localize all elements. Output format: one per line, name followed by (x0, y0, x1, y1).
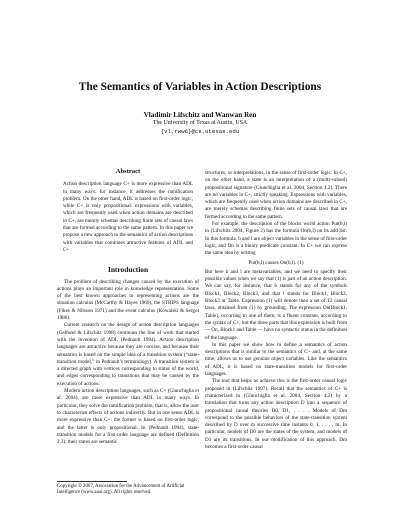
body-paragraph: Current research on the design of action description languages (Gelfond & Lifschitz 1998) continues the line of work that started with the invention of ADL (Pednault 1994). Action description languages are attractive because they are concise, and because their semantics is based on the simple idea of a transition system (“state-transition model,” in Pednault’s terminology). A transition system is a directed graph with vertices corresponding to states of the world, and edges corresponding to transitions that may be caused by the execution of actions. (57, 322, 199, 387)
formula: Put(b,l) causes On(b,l). (1) (248, 259, 304, 266)
affiliation: The University of Texas at Austin, USA (152, 120, 248, 126)
body-paragraph: Modern action description languages, such as C+ (Giunchiglia et al. 2004), are more expressive than ADL in many ways. In particular, they solve the ramification problem, that is, allow the user to characterize effects of actions indirectly. But in one sense ADL is more expressive than C+: the former is based on first-order logic, and the latter is only propositional. In (Pednault 1994), state-transition models for a first-order language are defined (Definition 2.3); their states are semantic (57, 388, 199, 446)
body-paragraph: In this paper we show how to define a semantics of action descriptions that is similar to the semantics of C+ and, at the same time, allows us to use genuine object variables. Like the semantics of ADL, it is based on state-transition models for first-order languages. (205, 341, 347, 378)
body-paragraph: For example, the description of the blocks world action Put(b,l) in (Lifschitz 2004, Figure 2) has the formula On(b,l) on its add list. In this formula, b and l are object variables in the sense of first-order logic, and On is a binary predicate constant. In C+ we can express the same idea by writing (205, 221, 347, 257)
body-paragraph: But here b and l are metavariables, and we need to specify their possible values when we say that (1) is part of an action description. We can say, for instance, that b stands for any of the symbols Block1, Block2, Block3, and that l stands for Block1, Block2, Block3 or Table. Expression (1) will denote then a set of 12 causal laws, obtained from (1) by grounding. The expression On(Block1, Table), occurring in one of them, is a fluent constant, according to the syntax of C+, but the three parts that this expression is built from — On, Block1 and Table — have no syntactic status in the definition of the language. (205, 268, 347, 341)
abstract-heading: Abstract (115, 168, 141, 175)
body-paragraph: The tool that helps us achieve this is the first-order causal logic proposed in (Lifschitz 1997). Recall that the semantics of C+ is characterized in (Giunchiglia et al. 2004, Section 4.2) by a translation that turns any action description D into a sequence of propositional causal theories D0, D1, . . . . Models of Dm correspond to the possible behaviors of the state-transition system described by D over m successive time instants 0, 1, . . . , m. In particular, models of D0 are the states of the system, and models of D1 are its transitions. In our modification of this approach, Dm becomes a first-order causal (205, 378, 347, 450)
introduction-heading: Introduction (107, 265, 149, 275)
copyright-text: Copyright © 2007, Association for the Advancement of Artificial Intelligence (www.aaai.org). All rights reserved. (57, 484, 185, 496)
footnote-rule (57, 481, 127, 482)
abstract-text: Action description language C+ is more expressive than ADL in many ways; for instance, it addresses the ramification problem. On the other hand, ADL is based on first-order logic, while C+ is only propositional: expressions with variables, which are frequently used when action domains are described in C+, are merely schemas describing finite sets of causal laws that are formed according to the same pattern. In this paper we propose a new approach to the semantics of action descriptions with variables that combines attractive features of ADL and C+. (63, 181, 193, 253)
authors: Vladimir Lifschitz and Wanwan Ren (143, 111, 257, 119)
email: {vl,rww6}@cs.utexas.edu (160, 128, 240, 135)
copyright-footnote (57, 481, 199, 497)
paper-title: The Semantics of Variables in Action Descriptions (78, 81, 322, 93)
body-paragraph: The problem of describing changes caused by the execution of actions plays an important role in knowledge representation. Some of the best known approaches to representing actions are the situation calculus (McCarthy & Hayes 1969), the STRIPS language (Fikes & Nilsson 1971) and the event calculus (Kowalski & Sergot 1986). (57, 278, 199, 322)
right-column (205, 170, 347, 451)
left-column (57, 168, 199, 446)
body-paragraph: structures, or interpretations, in the sense of first-order logic. In C+, on the other hand, a state is an interpretation of a (multi-valued) propositional signature (Giunchiglia et al. 2004, Section 4.2). There are no variables in C+, strictly speaking. Expressions with variables, which are frequently used when action domains are described in C+, are merely schemas describing finite sets of causal laws that are formed according to the same pattern. (205, 170, 347, 220)
